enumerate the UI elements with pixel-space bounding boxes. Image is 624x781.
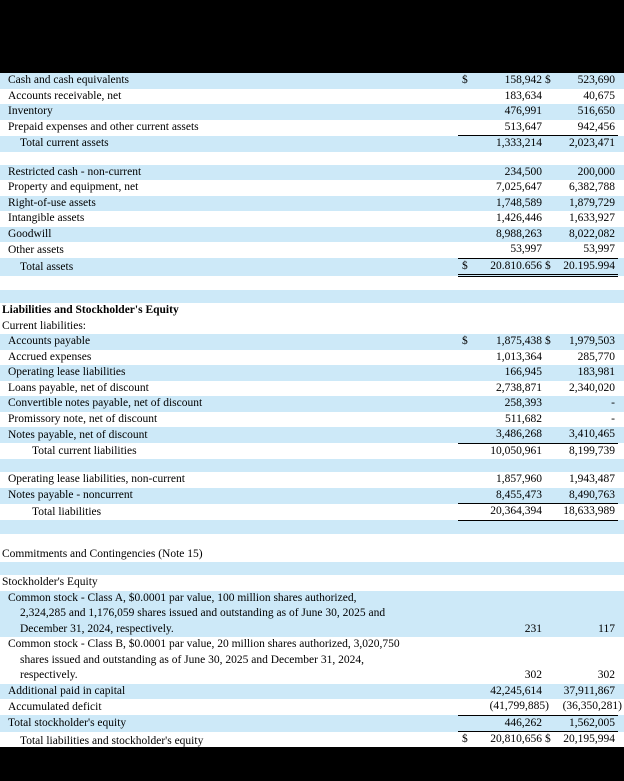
table-row (0, 136, 624, 152)
right-edge-padding (618, 319, 624, 335)
currency-symbol-col2 (543, 303, 559, 319)
currency-symbol-col1 (458, 104, 472, 120)
right-edge-padding (618, 211, 624, 227)
currency-symbol-col1 (458, 211, 472, 227)
row-label: Loans payable, net of discount (8, 381, 149, 394)
spacer-cell (0, 459, 624, 472)
value-prior-period: 20.195.994 (559, 258, 618, 276)
row-label: Total current assets (20, 137, 109, 149)
value-current-period: 302 (524, 669, 542, 681)
table-row (0, 196, 624, 212)
value-prior-period: 40,675 (583, 89, 615, 102)
right-edge-padding (618, 591, 624, 638)
currency-symbol-col2 (543, 412, 559, 428)
value-current-period: 20,364,394 (472, 504, 543, 521)
currency-symbol-col2: $ (543, 732, 559, 750)
row-label: Goodwill (8, 227, 52, 240)
currency-symbol-col2 (543, 196, 559, 212)
currency-symbol-col1 (458, 715, 472, 732)
currency-symbol-col1 (458, 699, 472, 715)
currency-symbol-col1 (458, 396, 472, 412)
currency-symbol-col2 (543, 242, 559, 258)
currency-symbol-col2 (543, 591, 559, 638)
spacer-row (0, 152, 624, 165)
value-prior-period (559, 319, 618, 335)
value-prior-period: 1,879,729 (569, 196, 615, 209)
currency-symbol-col2 (543, 715, 559, 732)
row-label: Other assets (8, 243, 64, 256)
currency-symbol-col2 (543, 575, 559, 591)
currency-symbol-col2 (543, 120, 559, 136)
row-label: Operating lease liabilities (8, 366, 126, 378)
currency-symbol-col2 (543, 211, 559, 227)
value-current-period: 258,393 (504, 397, 542, 409)
currency-symbol-col2 (543, 365, 559, 381)
top-black-redaction-bar (0, 0, 624, 73)
right-edge-padding (618, 365, 624, 381)
value-current-period (472, 319, 543, 335)
right-edge-padding (618, 412, 624, 428)
currency-symbol-col2 (543, 504, 559, 521)
spacer-cell (0, 276, 624, 291)
right-edge-padding (618, 73, 624, 89)
right-edge-padding (618, 180, 624, 196)
value-prior-period: (36,350,281) (559, 699, 618, 715)
currency-symbol-col1 (458, 227, 472, 243)
value-current-period: 1,748,589 (496, 196, 542, 209)
currency-symbol-col2 (543, 227, 559, 243)
row-label: Accounts receivable, net (8, 89, 122, 102)
value-prior-period: 516,650 (577, 105, 615, 117)
currency-symbol-col2 (543, 684, 559, 700)
currency-symbol-col2: $ (545, 335, 551, 347)
table-row (0, 575, 624, 591)
value-current-period: 476,991 (504, 105, 542, 117)
value-prior-period: 6,382,788 (569, 181, 615, 193)
table-row (0, 258, 624, 276)
currency-symbol-col2 (543, 350, 559, 366)
value-prior-period: 1,979,503 (569, 335, 615, 347)
value-current-period: 20.810.656 (472, 258, 543, 276)
value-current-period: 234,500 (504, 165, 542, 178)
value-prior-period: 942,456 (559, 120, 618, 136)
table-row (0, 427, 624, 443)
currency-symbol-col1 (458, 591, 472, 638)
currency-symbol-col1 (458, 472, 472, 488)
right-edge-padding (618, 350, 624, 366)
currency-symbol-col1: $ (458, 732, 472, 750)
currency-symbol-col1 (458, 165, 472, 181)
row-label: Total liabilities and stockholder's equity (20, 734, 204, 747)
table-row (0, 715, 624, 732)
value-prior-period (559, 303, 618, 319)
value-prior-period: 1,562,005 (559, 715, 618, 732)
currency-symbol-col1 (458, 381, 472, 397)
value-prior-period: 2,340,020 (569, 381, 615, 394)
right-edge-padding (618, 196, 624, 212)
spacer-row (0, 290, 624, 303)
value-current-period: 20,810,656 (472, 732, 543, 750)
currency-symbol-col2 (543, 396, 559, 412)
balance-sheet-table (0, 73, 624, 751)
value-current-period: 42,245,614 (490, 684, 542, 697)
currency-symbol-col1: $ (462, 335, 468, 347)
value-current-period: 1,857,960 (496, 473, 542, 485)
value-prior-period: 2,023,471 (569, 137, 615, 149)
spacer-cell (0, 534, 624, 547)
right-edge-padding (618, 165, 624, 181)
value-current-period: 446,262 (472, 715, 543, 732)
value-current-period: 7,025,647 (496, 181, 542, 193)
row-label: Convertible notes payable, net of discount (8, 397, 203, 409)
right-edge-padding (618, 104, 624, 120)
row-label: Cash and cash equivalents (8, 74, 130, 86)
table-row (0, 699, 624, 715)
value-prior-period: 1,943,487 (569, 473, 615, 485)
row-label: Stockholder's Equity (2, 576, 98, 588)
right-edge-padding (618, 443, 624, 459)
value-prior-period: 523,690 (577, 74, 615, 86)
row-label: Notes payable, net of discount (8, 428, 148, 441)
value-current-period: 1,875,438 (496, 335, 542, 347)
value-prior-period: 8,490,763 (559, 488, 618, 504)
row-label: Current liabilities: (2, 319, 86, 332)
table-row (0, 319, 624, 335)
table-row (0, 89, 624, 105)
currency-symbol-col1 (458, 242, 472, 258)
right-edge-padding (618, 89, 624, 105)
currency-symbol-col1 (458, 180, 472, 196)
currency-symbol-col2 (543, 547, 559, 563)
row-label: Total liabilities (32, 505, 102, 518)
table-row (0, 73, 624, 89)
spacer-row (0, 534, 624, 547)
row-label: Operating lease liabilities, non-current (8, 473, 185, 485)
value-current-period: 53,997 (472, 242, 543, 258)
value-prior-period: 200,000 (577, 165, 615, 178)
value-prior-period: 18,633,989 (559, 504, 618, 521)
currency-symbol-col1 (458, 412, 472, 428)
row-label: Prepaid expenses and other current assets (8, 121, 199, 133)
value-current-period: 1,013,364 (496, 350, 542, 363)
table-row (0, 472, 624, 488)
row-label: Notes payable - noncurrent (8, 489, 133, 501)
currency-symbol-col2 (543, 89, 559, 105)
value-prior-period: 285,770 (577, 350, 615, 363)
value-current-period: 513,647 (472, 120, 543, 136)
table-row (0, 120, 624, 136)
row-label: Commitments and Contingencies (Note 15) (2, 547, 203, 560)
currency-symbol-col1 (458, 89, 472, 105)
value-prior-period: - (611, 397, 615, 409)
right-edge-padding (618, 547, 624, 563)
right-edge-padding (618, 303, 624, 319)
currency-symbol-col1 (458, 637, 472, 684)
currency-symbol-col1 (458, 319, 472, 335)
table-row (0, 488, 624, 504)
value-prior-period: 8,199,739 (569, 444, 615, 457)
value-current-period: 2,738,871 (496, 381, 542, 394)
value-prior-period: 1,633,927 (569, 212, 615, 224)
right-edge-padding (618, 427, 624, 443)
row-label: Intangible assets (8, 212, 85, 224)
currency-symbol-col1: $ (462, 74, 468, 86)
currency-symbol-col2: $ (543, 258, 559, 276)
currency-symbol-col2 (543, 443, 559, 459)
row-label: Additional paid in capital (8, 684, 126, 697)
row-label: Total stockholder's equity (8, 717, 127, 729)
spacer-cell (0, 290, 624, 303)
value-prior-period: - (611, 412, 615, 425)
currency-symbol-col2: $ (545, 74, 551, 86)
row-label: Property and equipment, net (8, 181, 139, 193)
currency-symbol-col1 (458, 120, 472, 136)
spacer-row (0, 276, 624, 291)
currency-symbol-col2 (543, 136, 559, 152)
table-row (0, 396, 624, 412)
currency-symbol-col1 (458, 303, 472, 319)
value-current-period: 183,634 (504, 89, 542, 102)
spacer-cell (0, 562, 624, 575)
right-edge-padding (618, 227, 624, 243)
right-edge-padding (618, 396, 624, 412)
table-row (0, 412, 624, 428)
spacer-cell (0, 520, 624, 534)
right-edge-padding (618, 575, 624, 591)
value-prior-period: 183,981 (577, 366, 615, 378)
right-edge-padding (618, 120, 624, 136)
currency-symbol-col2 (543, 180, 559, 196)
table-row (0, 165, 624, 181)
bottom-black-redaction-bar (0, 747, 624, 781)
table-row (0, 227, 624, 243)
currency-symbol-col2 (543, 472, 559, 488)
value-prior-period (559, 547, 618, 563)
value-prior-period: 53,997 (559, 242, 618, 258)
value-current-period (472, 575, 543, 591)
right-edge-padding (618, 381, 624, 397)
row-label: Total assets (20, 261, 74, 273)
row-label: Common stock - Class B, $0.0001 par value, 20 million shares authorized, 3,020,750 shares issued and outstanding as of June 30, 2025 and December 31, 2024, respectively. (8, 638, 400, 681)
row-label: Inventory (8, 105, 53, 117)
currency-symbol-col1 (458, 350, 472, 366)
value-current-period: 8,988,263 (496, 227, 542, 240)
row-label: Common stock - Class A, $0.0001 par value, 100 million shares authorized, 2,324,285 and 1,176,059 shares issued and outstanding as of June 30, 2025 and December 31, 2024, respectively. (8, 591, 386, 635)
currency-symbol-col2 (543, 381, 559, 397)
row-label: Total current liabilities (32, 444, 137, 457)
value-current-period (472, 547, 543, 563)
currency-symbol-col1 (458, 547, 472, 563)
row-label: Restricted cash - non-current (8, 165, 142, 178)
right-edge-padding (618, 684, 624, 700)
currency-symbol-col1 (458, 575, 472, 591)
currency-symbol-col1 (458, 427, 472, 443)
currency-symbol-col2 (543, 319, 559, 335)
table-row (0, 684, 624, 700)
value-current-period: 1,426,446 (496, 212, 542, 224)
value-current-period: 231 (524, 622, 542, 635)
right-edge-padding (618, 488, 624, 504)
right-edge-padding (618, 472, 624, 488)
value-prior-period: 3,410,465 (559, 427, 618, 443)
currency-symbol-col1 (458, 684, 472, 700)
value-current-period: 3,486,268 (472, 427, 543, 443)
value-prior-period: 8,022,082 (569, 227, 615, 240)
value-prior-period: 20,195,994 (559, 732, 618, 750)
right-edge-padding (618, 136, 624, 152)
table-row (0, 180, 624, 196)
row-label: Liabilities and Stockholder's Equity (2, 304, 179, 316)
right-edge-padding (618, 504, 624, 521)
value-current-period: 511,682 (505, 412, 542, 425)
table-row (0, 104, 624, 120)
value-current-period: 166,945 (504, 366, 542, 378)
row-label: Accrued expenses (8, 350, 92, 363)
spacer-row (0, 459, 624, 472)
currency-symbol-col1 (458, 196, 472, 212)
row-label: Accounts payable (8, 335, 91, 347)
table-row (0, 242, 624, 258)
spacer-row (0, 520, 624, 534)
right-edge-padding (618, 258, 624, 276)
value-current-period: (41,799,885) (472, 699, 543, 715)
table-row (0, 334, 624, 350)
right-edge-padding (618, 334, 624, 350)
value-current-period: 10,050,961 (490, 444, 542, 457)
table-row (0, 303, 624, 319)
balance-sheet-body (0, 73, 624, 749)
value-prior-period (559, 575, 618, 591)
value-prior-period: 117 (598, 622, 615, 635)
table-row (0, 381, 624, 397)
row-label: Promissory note, net of discount (8, 412, 158, 425)
currency-symbol-col1 (458, 443, 472, 459)
spacer-row (0, 562, 624, 575)
table-row (0, 365, 624, 381)
currency-symbol-col1 (458, 504, 472, 521)
right-edge-padding (618, 242, 624, 258)
currency-symbol-col1 (458, 136, 472, 152)
table-row (0, 443, 624, 459)
value-prior-period: 302 (597, 669, 615, 681)
table-row (0, 211, 624, 227)
spacer-cell (0, 152, 624, 165)
value-current-period: 1,333,214 (496, 137, 542, 149)
value-current-period: 158,942 (504, 74, 542, 86)
row-label: Right-of-use assets (8, 196, 96, 209)
row-label: Accumulated deficit (8, 700, 102, 713)
value-prior-period: 37,911,867 (563, 684, 615, 697)
right-edge-padding (618, 637, 624, 684)
currency-symbol-col2 (543, 488, 559, 504)
table-row (0, 637, 624, 684)
currency-symbol-col2 (543, 104, 559, 120)
table-row (0, 350, 624, 366)
value-current-period: 8,455,473 (472, 488, 543, 504)
currency-symbol-col2 (543, 427, 559, 443)
table-row (0, 504, 624, 521)
currency-symbol-col1: $ (458, 258, 472, 276)
currency-symbol-col2 (543, 637, 559, 684)
currency-symbol-col2 (543, 165, 559, 181)
currency-symbol-col1 (458, 488, 472, 504)
value-current-period (472, 303, 543, 319)
currency-symbol-col1 (458, 365, 472, 381)
table-row (0, 591, 624, 638)
right-edge-padding (618, 715, 624, 732)
table-row (0, 547, 624, 563)
